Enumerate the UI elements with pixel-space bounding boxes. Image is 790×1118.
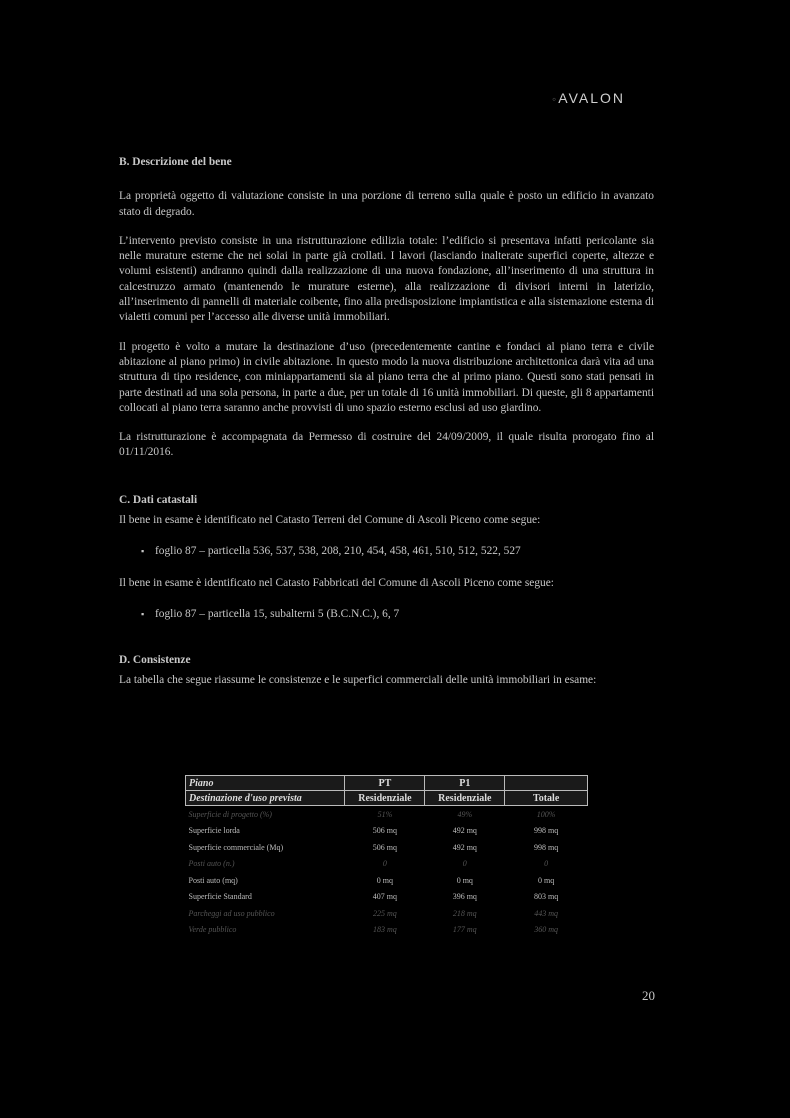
- table-row-label: Superficie di progetto (%): [188, 809, 272, 819]
- table-row: [186, 905, 588, 922]
- table-cell: 0: [462, 859, 467, 869]
- table-row: [186, 839, 588, 856]
- logo-text: AVALON: [558, 90, 625, 106]
- table-cell: 506 mq: [372, 842, 398, 852]
- table-header-cell: Destinazione d'uso prevista: [186, 791, 345, 806]
- table-header-row: [186, 776, 588, 791]
- table-cell: 506 mq: [372, 826, 398, 836]
- table-cell: 225 mq: [373, 908, 397, 918]
- table-cell: 998 mq: [534, 826, 559, 836]
- section-b-paragraph: La ristrutturazione è accompagnata da Permesso di costruire del 24/09/2009, il quale risulta prorogato fino al 01/11/2016.: [119, 431, 654, 459]
- table-cell: 0 mq: [538, 875, 555, 885]
- table-cell: 492 mq: [452, 826, 477, 836]
- table-cell: 49%: [457, 809, 473, 819]
- table-row-label: Verde pubblico: [188, 925, 237, 935]
- table-row-label: Parcheggi ad uso pubblico: [188, 908, 275, 918]
- section-c-title: C. Dati catastali: [119, 493, 198, 506]
- company-logo: [552, 90, 625, 106]
- section-d-intro: La tabella che segue riassume le consistenze e le superfici commerciali delle unità immobiliari in esame:: [119, 673, 597, 686]
- table-row-label: Superficie Standard: [188, 892, 252, 902]
- table-cell: 218 mq: [452, 908, 477, 918]
- table-body: [186, 806, 588, 939]
- table-row-label: Superficie lorda: [188, 826, 240, 836]
- table-cell: 407 mq: [372, 892, 398, 902]
- table-row-label: Superficie commerciale (Mq): [188, 842, 284, 852]
- table-cell: 183 mq: [373, 925, 397, 935]
- table-cell: 0: [544, 859, 549, 869]
- table-row-label: Posti auto (n.): [188, 859, 235, 869]
- table-cell: 396 mq: [452, 892, 477, 902]
- section-b-paragraph: Il progetto è volto a mutare la destinazione d’uso (precedentemente cantine e fondaci al piano terra e civile abitazione al piano primo) in civile abitazione. In questo modo la nuova distribuzione architettonica darà vita ad una struttura di tipo residence, con miniappartamenti sia al piano terra che al primo piano. Questi sono stati pensati in parte destinati ad una sola persona, in parte a due, per un totale di 16 unità immobiliari. Di queste, gli 8 appartamenti collocati al piano terra saranno anche provvisti di uno spazio esterno esclusi ad uso giardino.: [119, 340, 654, 414]
- table-cell: 0: [382, 859, 387, 869]
- section-b-paragraph: La proprietà oggetto di valutazione consiste in una porzione di terreno sulla quale è posto un edificio in avanzato stato di degrado.: [119, 190, 654, 218]
- table-cell: 443 mq: [534, 908, 559, 918]
- table-header-cell: P1: [425, 776, 505, 791]
- section-b-paragraph: L’intervento previsto consiste in una ristrutturazione edilizia totale: l’edificio si presentava infatti pericolante sia nelle murature esterne che nei solai in parte già crollati. I lavori (lasciando inalterate superfici coperte, altezze e volumi esistenti) andranno quindi dalla realizzazione di una nuova fondazione, all’inserimento di una struttura in calcestruzzo armato (mantenendo le murature esterne), alla realizzazione di divisori interni in laterizio, all’inserimento di pannelli di materiale coibente, fino alla predisposizione impiantistica e alla sistemazione esterna di vialetti comuni per l’accesso alle diverse unità immobiliari.: [119, 234, 654, 324]
- table-cell: 998 mq: [534, 842, 559, 852]
- document-body: [119, 155, 654, 688]
- table-cell: 0 mq: [456, 875, 473, 885]
- table-row-label: Posti auto (mq): [188, 875, 238, 885]
- table-header-cell: Piano: [186, 776, 345, 791]
- section-b-title: B. Descrizione del bene: [119, 156, 232, 168]
- section-d-title: D. Consistenze: [119, 654, 191, 667]
- table-cell: 51%: [377, 809, 393, 819]
- logo-mark-icon: ◦: [552, 92, 557, 106]
- section-c-intro-terreni: Il bene in esame è identificato nel Catasto Terreni del Comune di Ascoli Piceno come segue:: [119, 514, 541, 527]
- table-row: [186, 922, 588, 939]
- table-row: [186, 872, 588, 889]
- table-header-cell: PT: [345, 776, 425, 791]
- list-item: ▪ foglio 87 – particella 536, 537, 538, 208, 210, 454, 458, 461, 510, 512, 522, 527: [119, 544, 654, 559]
- table-header-cell: Residenziale: [425, 791, 505, 806]
- section-c-intro-fabbricati: Il bene in esame è identificato nel Catasto Fabbricati del Comune di Ascoli Piceno come segue:: [119, 576, 554, 589]
- table-header-cell: Totale: [505, 791, 588, 806]
- table-row: [186, 889, 588, 906]
- table-row: [186, 806, 588, 823]
- table-cell: 803 mq: [534, 892, 559, 902]
- table-cell: 100%: [536, 809, 556, 819]
- table-cell: 0 mq: [376, 875, 394, 885]
- list-item: ▪ foglio 87 – particella 15, subalterni 5 (B.C.N.C.), 6, 7: [119, 607, 654, 622]
- table-row: [186, 823, 588, 840]
- table-cell: 492 mq: [452, 842, 477, 852]
- page-number: 20: [642, 988, 655, 1003]
- consistency-table: [185, 775, 588, 938]
- table-row: [186, 856, 588, 873]
- table-cell: 360 mq: [534, 925, 559, 935]
- table-header-cell: Residenziale: [345, 791, 425, 806]
- table-header-cell: [505, 776, 588, 791]
- table-header-row: [186, 791, 588, 806]
- table-cell: 177 mq: [452, 925, 477, 935]
